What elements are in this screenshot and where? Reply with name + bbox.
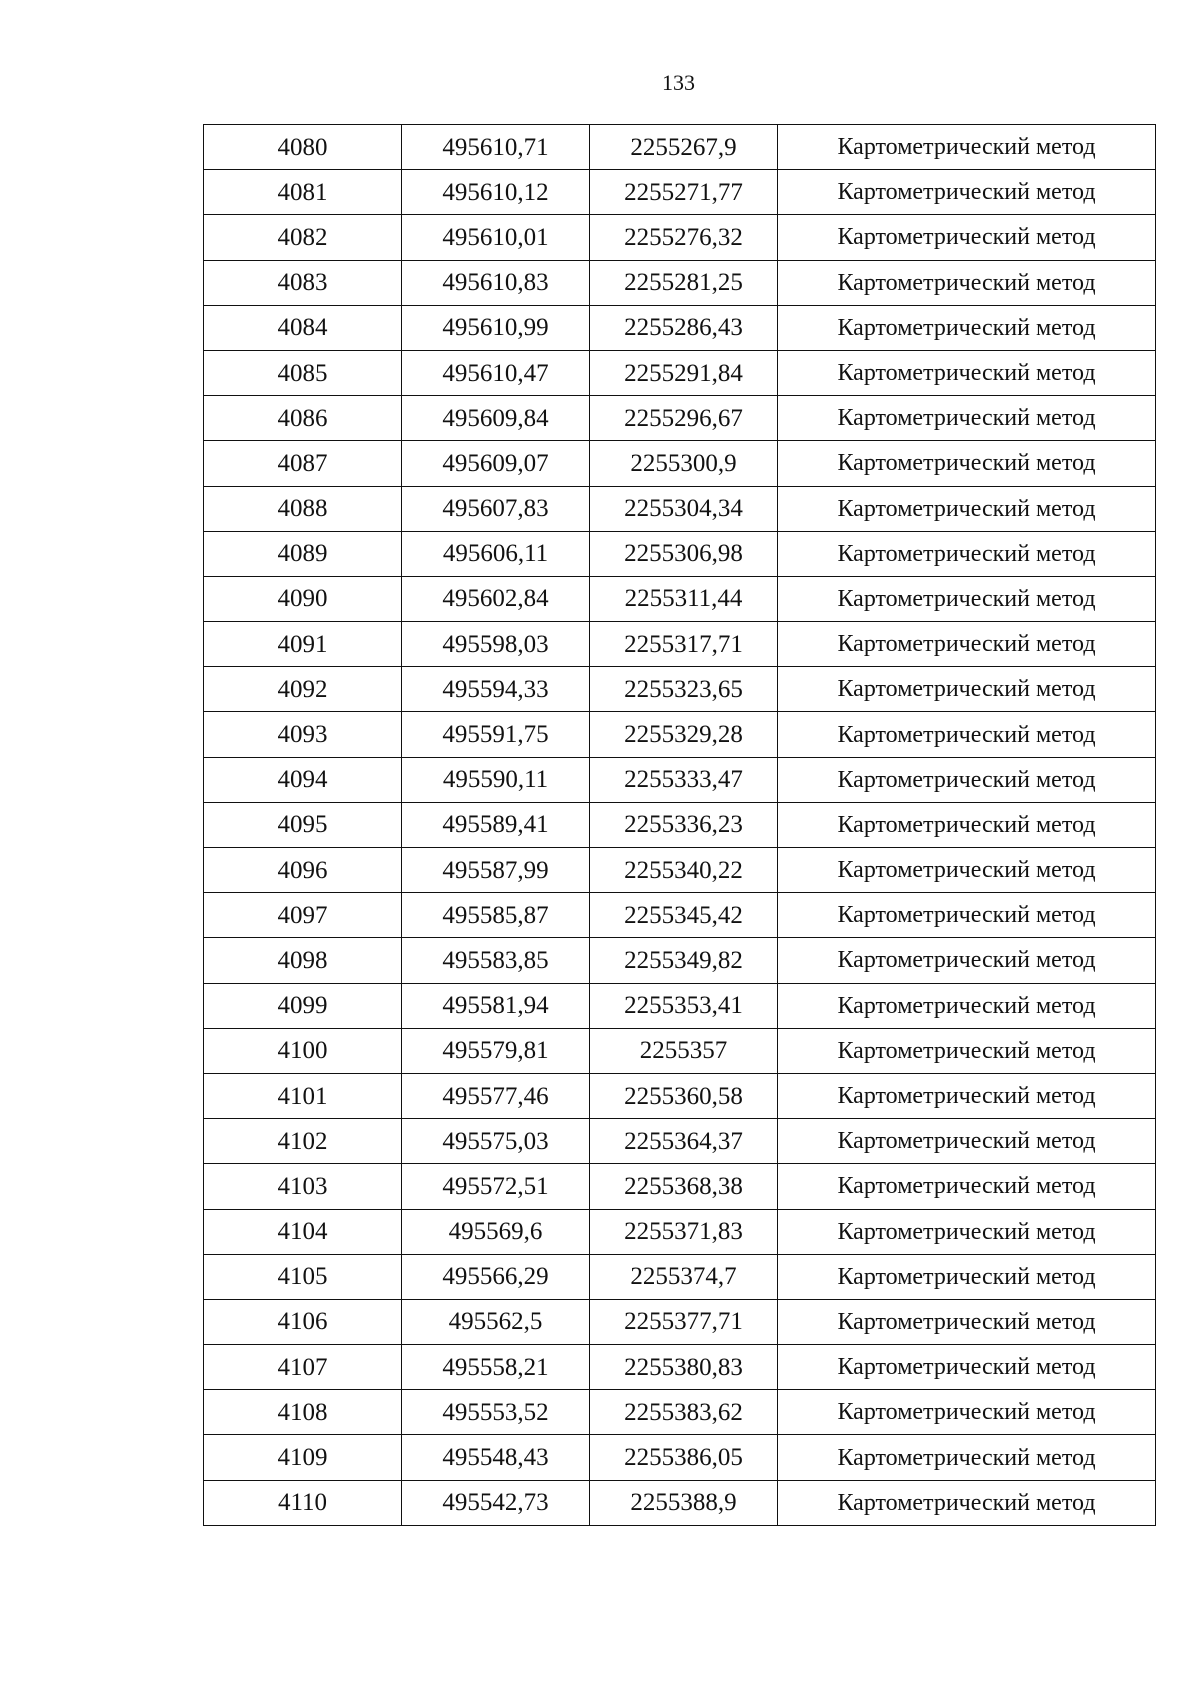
point-number-cell: 4101 — [204, 1073, 402, 1118]
x-coordinate-cell: 495598,03 — [402, 622, 590, 667]
method-cell: Картометрический метод — [778, 1345, 1156, 1390]
method-cell: Картометрический метод — [778, 893, 1156, 938]
x-coordinate-cell: 495579,81 — [402, 1028, 590, 1073]
y-coordinate-cell: 2255388,9 — [590, 1480, 778, 1525]
table-row — [204, 712, 1156, 757]
x-coordinate-cell: 495602,84 — [402, 576, 590, 621]
y-coordinate-cell: 2255276,32 — [590, 215, 778, 260]
x-coordinate-cell: 495610,83 — [402, 260, 590, 305]
table-row — [204, 622, 1156, 667]
table-row — [204, 396, 1156, 441]
table-row — [204, 305, 1156, 350]
x-coordinate-cell: 495575,03 — [402, 1119, 590, 1164]
x-coordinate-cell: 495553,52 — [402, 1390, 590, 1435]
x-coordinate-cell: 495610,47 — [402, 350, 590, 395]
method-cell: Картометрический метод — [778, 983, 1156, 1028]
y-coordinate-cell: 2255371,83 — [590, 1209, 778, 1254]
y-coordinate-cell: 2255291,84 — [590, 350, 778, 395]
point-number-cell: 4081 — [204, 170, 402, 215]
table-row — [204, 983, 1156, 1028]
x-coordinate-cell: 495606,11 — [402, 531, 590, 576]
method-cell: Картометрический метод — [778, 848, 1156, 893]
x-coordinate-cell: 495590,11 — [402, 757, 590, 802]
y-coordinate-cell: 2255340,22 — [590, 848, 778, 893]
point-number-cell: 4086 — [204, 396, 402, 441]
point-number-cell: 4091 — [204, 622, 402, 667]
x-coordinate-cell: 495572,51 — [402, 1164, 590, 1209]
x-coordinate-cell: 495610,12 — [402, 170, 590, 215]
method-cell: Картометрический метод — [778, 1164, 1156, 1209]
y-coordinate-cell: 2255296,67 — [590, 396, 778, 441]
table-row — [204, 1390, 1156, 1435]
point-number-cell: 4102 — [204, 1119, 402, 1164]
y-coordinate-cell: 2255345,42 — [590, 893, 778, 938]
y-coordinate-cell: 2255380,83 — [590, 1345, 778, 1390]
y-coordinate-cell: 2255353,41 — [590, 983, 778, 1028]
x-coordinate-cell: 495609,07 — [402, 441, 590, 486]
method-cell: Картометрический метод — [778, 1435, 1156, 1480]
x-coordinate-cell: 495566,29 — [402, 1254, 590, 1299]
table-row — [204, 215, 1156, 260]
y-coordinate-cell: 2255329,28 — [590, 712, 778, 757]
x-coordinate-cell: 495607,83 — [402, 486, 590, 531]
point-number-cell: 4110 — [204, 1480, 402, 1525]
x-coordinate-cell: 495577,46 — [402, 1073, 590, 1118]
y-coordinate-cell: 2255300,9 — [590, 441, 778, 486]
method-cell: Картометрический метод — [778, 1254, 1156, 1299]
table-row — [204, 938, 1156, 983]
x-coordinate-cell: 495585,87 — [402, 893, 590, 938]
point-number-cell: 4084 — [204, 305, 402, 350]
x-coordinate-cell: 495589,41 — [402, 802, 590, 847]
x-coordinate-cell: 495583,85 — [402, 938, 590, 983]
method-cell: Картометрический метод — [778, 802, 1156, 847]
x-coordinate-cell: 495610,71 — [402, 125, 590, 170]
method-cell: Картометрический метод — [778, 531, 1156, 576]
point-number-cell: 4099 — [204, 983, 402, 1028]
y-coordinate-cell: 2255306,98 — [590, 531, 778, 576]
method-cell: Картометрический метод — [778, 576, 1156, 621]
point-number-cell: 4098 — [204, 938, 402, 983]
x-coordinate-cell: 495558,21 — [402, 1345, 590, 1390]
y-coordinate-cell: 2255281,25 — [590, 260, 778, 305]
point-number-cell: 4095 — [204, 802, 402, 847]
point-number-cell: 4088 — [204, 486, 402, 531]
x-coordinate-cell: 495591,75 — [402, 712, 590, 757]
method-cell: Картометрический метод — [778, 712, 1156, 757]
table-row — [204, 893, 1156, 938]
method-cell: Картометрический метод — [778, 215, 1156, 260]
method-cell: Картометрический метод — [778, 396, 1156, 441]
y-coordinate-cell: 2255349,82 — [590, 938, 778, 983]
table-row — [204, 441, 1156, 486]
table-row — [204, 576, 1156, 621]
table-row — [204, 125, 1156, 170]
point-number-cell: 4083 — [204, 260, 402, 305]
point-number-cell: 4089 — [204, 531, 402, 576]
point-number-cell: 4104 — [204, 1209, 402, 1254]
table-row — [204, 1435, 1156, 1480]
point-number-cell: 4109 — [204, 1435, 402, 1480]
table-row — [204, 1209, 1156, 1254]
table-row — [204, 531, 1156, 576]
method-cell: Картометрический метод — [778, 305, 1156, 350]
method-cell: Картометрический метод — [778, 1299, 1156, 1344]
point-number-cell: 4106 — [204, 1299, 402, 1344]
x-coordinate-cell: 495569,6 — [402, 1209, 590, 1254]
method-cell: Картометрический метод — [778, 667, 1156, 712]
coordinates-table-body — [204, 125, 1156, 1526]
x-coordinate-cell: 495542,73 — [402, 1480, 590, 1525]
y-coordinate-cell: 2255368,38 — [590, 1164, 778, 1209]
method-cell: Картометрический метод — [778, 1028, 1156, 1073]
method-cell: Картометрический метод — [778, 938, 1156, 983]
y-coordinate-cell: 2255377,71 — [590, 1299, 778, 1344]
page-number: 133 — [662, 70, 695, 95]
method-cell: Картометрический метод — [778, 486, 1156, 531]
point-number-cell: 4082 — [204, 215, 402, 260]
x-coordinate-cell: 495594,33 — [402, 667, 590, 712]
method-cell: Картометрический метод — [778, 1390, 1156, 1435]
x-coordinate-cell: 495548,43 — [402, 1435, 590, 1480]
x-coordinate-cell: 495609,84 — [402, 396, 590, 441]
table-row — [204, 350, 1156, 395]
table-row — [204, 1299, 1156, 1344]
method-cell: Картометрический метод — [778, 441, 1156, 486]
method-cell: Картометрический метод — [778, 1209, 1156, 1254]
point-number-cell: 4105 — [204, 1254, 402, 1299]
point-number-cell: 4093 — [204, 712, 402, 757]
y-coordinate-cell: 2255386,05 — [590, 1435, 778, 1480]
table-row — [204, 1028, 1156, 1073]
y-coordinate-cell: 2255304,34 — [590, 486, 778, 531]
point-number-cell: 4080 — [204, 125, 402, 170]
table-row — [204, 802, 1156, 847]
point-number-cell: 4107 — [204, 1345, 402, 1390]
x-coordinate-cell: 495610,01 — [402, 215, 590, 260]
y-coordinate-cell: 2255357 — [590, 1028, 778, 1073]
point-number-cell: 4103 — [204, 1164, 402, 1209]
table-row — [204, 757, 1156, 802]
method-cell: Картометрический метод — [778, 350, 1156, 395]
point-number-cell: 4100 — [204, 1028, 402, 1073]
method-cell: Картометрический метод — [778, 125, 1156, 170]
y-coordinate-cell: 2255286,43 — [590, 305, 778, 350]
point-number-cell: 4087 — [204, 441, 402, 486]
method-cell: Картометрический метод — [778, 757, 1156, 802]
method-cell: Картометрический метод — [778, 260, 1156, 305]
table-row — [204, 667, 1156, 712]
x-coordinate-cell: 495610,99 — [402, 305, 590, 350]
table-row — [204, 1480, 1156, 1525]
point-number-cell: 4108 — [204, 1390, 402, 1435]
y-coordinate-cell: 2255323,65 — [590, 667, 778, 712]
y-coordinate-cell: 2255336,23 — [590, 802, 778, 847]
point-number-cell: 4090 — [204, 576, 402, 621]
y-coordinate-cell: 2255383,62 — [590, 1390, 778, 1435]
table-row — [204, 1345, 1156, 1390]
table-row — [204, 170, 1156, 215]
table-row — [204, 486, 1156, 531]
x-coordinate-cell: 495562,5 — [402, 1299, 590, 1344]
method-cell: Картометрический метод — [778, 1480, 1156, 1525]
y-coordinate-cell: 2255267,9 — [590, 125, 778, 170]
y-coordinate-cell: 2255333,47 — [590, 757, 778, 802]
table-row — [204, 1119, 1156, 1164]
y-coordinate-cell: 2255374,7 — [590, 1254, 778, 1299]
method-cell: Картометрический метод — [778, 1119, 1156, 1164]
method-cell: Картометрический метод — [778, 622, 1156, 667]
y-coordinate-cell: 2255311,44 — [590, 576, 778, 621]
point-number-cell: 4085 — [204, 350, 402, 395]
y-coordinate-cell: 2255364,37 — [590, 1119, 778, 1164]
coordinates-table — [203, 124, 1156, 1526]
table-row — [204, 260, 1156, 305]
table-row — [204, 1254, 1156, 1299]
table-row — [204, 1164, 1156, 1209]
x-coordinate-cell: 495581,94 — [402, 983, 590, 1028]
point-number-cell: 4096 — [204, 848, 402, 893]
point-number-cell: 4094 — [204, 757, 402, 802]
y-coordinate-cell: 2255271,77 — [590, 170, 778, 215]
x-coordinate-cell: 495587,99 — [402, 848, 590, 893]
method-cell: Картометрический метод — [778, 1073, 1156, 1118]
y-coordinate-cell: 2255360,58 — [590, 1073, 778, 1118]
point-number-cell: 4092 — [204, 667, 402, 712]
point-number-cell: 4097 — [204, 893, 402, 938]
method-cell: Картометрический метод — [778, 170, 1156, 215]
table-row — [204, 848, 1156, 893]
y-coordinate-cell: 2255317,71 — [590, 622, 778, 667]
table-row — [204, 1073, 1156, 1118]
